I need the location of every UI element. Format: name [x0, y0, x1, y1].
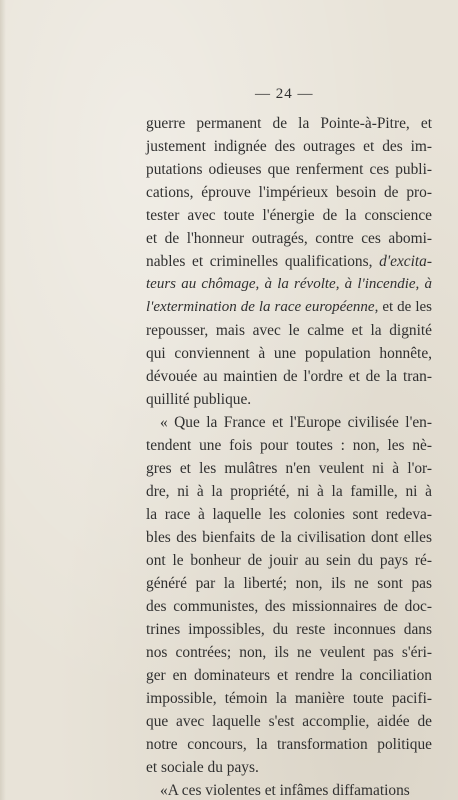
text-line: putations odieuses que renferment ces publi- — [146, 161, 432, 178]
text-line: notre concours, la transformation politique — [146, 736, 432, 753]
italic-phrase: teurs au chômage, à la révolte, à l'incendie, à — [146, 276, 432, 292]
text-line: gres et les mulâtres n'en veulent ni à l'or- — [146, 460, 432, 477]
text-line: cations, éprouve l'impérieux besoin de pro- — [146, 184, 432, 201]
text-line — [146, 250, 432, 273]
text-line: qui conviennent à une population honnête, — [146, 345, 432, 362]
text-line: dre, ni à la propriété, ni à la famille, ni à — [146, 483, 432, 500]
text-line: nos contrées; non, ils ne veulent pas s'éri- — [146, 644, 432, 661]
text-line: guerre permanent de la Pointe-à-Pitre, et — [146, 115, 432, 132]
line-text: nables et criminelles qualifications, — [146, 253, 380, 270]
text-line: ont le bonheur de jouir au sein du pays ré- — [146, 552, 432, 569]
body-text — [146, 112, 432, 800]
text-line: et de l'honneur outragés, contre ces abomi- — [146, 230, 432, 247]
text-line: dévouée au maintien de l'ordre et de la tran- — [146, 368, 432, 385]
text-line: trines impossibles, du reste inconnues dans — [146, 621, 432, 638]
page-number: — 24 — — [255, 86, 314, 102]
line-text: , et de les — [374, 299, 432, 315]
text-line — [146, 273, 432, 296]
page-edge-shadow — [0, 0, 6, 800]
text-line: généré par la liberté; non, ils ne sont pas — [146, 575, 432, 592]
text-line: des communistes, des missionnaires de doc- — [146, 598, 432, 615]
text-line: impossible, témoin la manière toute pacifi- — [146, 690, 432, 707]
text-line: ger en dominateurs et rendre la conciliation — [146, 667, 432, 684]
text-line: et sociale du pays. — [146, 759, 259, 776]
text-line: tester avec toute l'énergie de la conscience — [146, 207, 432, 224]
text-line: tendent une fois pour toutes : non, les nè- — [146, 437, 432, 454]
italic-phrase: l'extermination de la race européenne — [146, 299, 375, 315]
text-line — [146, 296, 432, 319]
text-line: justement indignée des outrages et des im- — [146, 138, 432, 155]
text-line: quillité publique. — [146, 391, 252, 408]
italic-phrase: d'excita- — [379, 253, 432, 270]
text-line: repousser, mais avec le calme et la dignité — [146, 322, 432, 339]
text-line: que avec laquelle s'est accomplie, aidée de — [146, 713, 432, 730]
text-line: bles des bienfaits de la civilisation dont elles — [146, 529, 432, 546]
text-line: la race à laquelle les colonies sont redeva- — [146, 506, 432, 523]
text-line: «A ces violentes et infâmes diffamations — [160, 782, 410, 799]
text-line: « Que la France et l'Europe civilisée l'en- — [160, 414, 432, 431]
